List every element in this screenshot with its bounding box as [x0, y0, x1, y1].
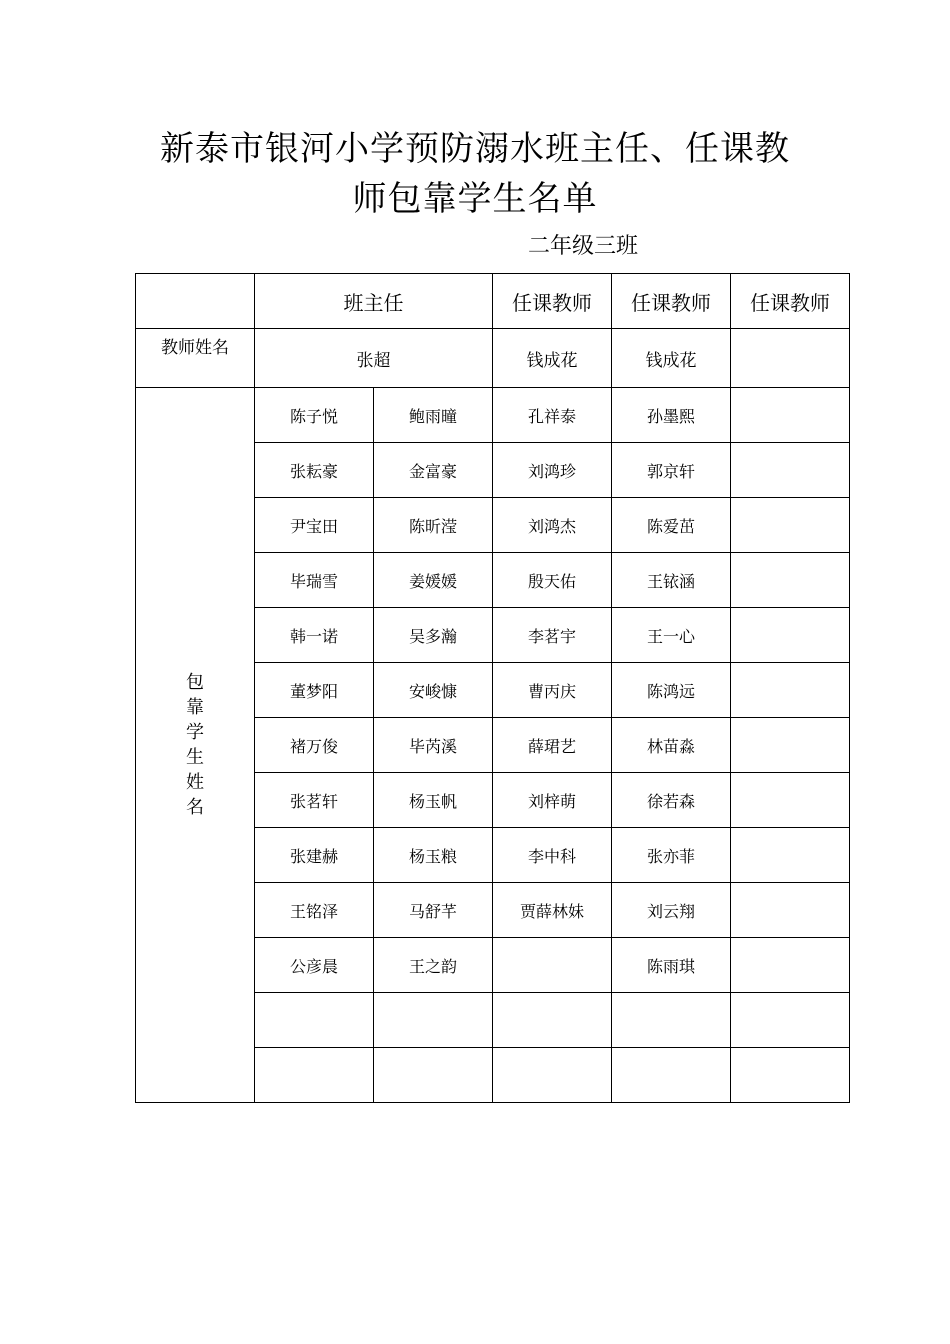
student-name-cell: 毕瑞雪	[255, 553, 374, 608]
student-name-cell: 王铭泽	[255, 883, 374, 938]
student-name-cell	[731, 443, 850, 498]
student-name-cell: 陈昕滢	[374, 498, 493, 553]
student-name-cell: 刘梓萌	[493, 773, 612, 828]
student-name-cell: 林苗淼	[612, 718, 731, 773]
student-name-cell: 姜媛媛	[374, 553, 493, 608]
student-name-cell	[612, 1048, 731, 1103]
student-name-cell	[612, 993, 731, 1048]
subject-teacher-name: 钱成花	[612, 329, 731, 388]
student-name-cell: 徐若森	[612, 773, 731, 828]
students-label: 包靠学生姓名	[186, 672, 204, 818]
student-name-cell: 张耘豪	[255, 443, 374, 498]
student-name-cell: 李中科	[493, 828, 612, 883]
student-name-cell: 张亦菲	[612, 828, 731, 883]
student-name-cell: 刘鸿珍	[493, 443, 612, 498]
student-name-cell	[731, 938, 850, 993]
student-name-cell	[731, 663, 850, 718]
student-name-cell: 吴多瀚	[374, 608, 493, 663]
student-name-cell: 韩一诺	[255, 608, 374, 663]
student-name-cell	[731, 388, 850, 443]
student-name-cell: 马舒芊	[374, 883, 493, 938]
student-name-cell: 曹丙庆	[493, 663, 612, 718]
student-name-cell	[731, 773, 850, 828]
student-name-cell: 薛珺艺	[493, 718, 612, 773]
student-name-cell	[731, 553, 850, 608]
header-subject-teacher: 任课教师	[493, 274, 612, 329]
header-corner-cell	[136, 274, 255, 329]
header-head-teacher: 班主任	[255, 274, 493, 329]
teacher-name-row	[136, 329, 850, 388]
student-name-cell: 鲍雨曈	[374, 388, 493, 443]
student-name-cell: 刘鸿杰	[493, 498, 612, 553]
student-name-cell: 王一心	[612, 608, 731, 663]
student-name-cell: 孙墨熙	[612, 388, 731, 443]
student-name-cell: 王之韵	[374, 938, 493, 993]
student-name-cell: 尹宝田	[255, 498, 374, 553]
table-header-row	[136, 274, 850, 329]
student-name-cell	[493, 1048, 612, 1103]
document-title-line-1: 新泰市银河小学预防溺水班主任、任课教	[160, 129, 790, 169]
student-name-cell: 陈雨琪	[612, 938, 731, 993]
student-name-cell	[374, 1048, 493, 1103]
table-row	[136, 388, 850, 443]
teacher-name-label: 教师姓名	[136, 329, 255, 388]
student-name-cell	[731, 1048, 850, 1103]
student-name-cell: 殷天佑	[493, 553, 612, 608]
student-name-cell: 张茗轩	[255, 773, 374, 828]
student-name-cell	[255, 1048, 374, 1103]
header-subject-teacher: 任课教师	[731, 274, 850, 329]
student-name-cell: 陈爱茁	[612, 498, 731, 553]
student-name-cell: 郭京轩	[612, 443, 731, 498]
student-assignment-table	[135, 273, 850, 1103]
grade-class-label: 二年级三班	[528, 234, 639, 259]
student-name-cell: 王铱涵	[612, 553, 731, 608]
students-label-cell	[136, 388, 255, 1103]
student-name-cell	[493, 993, 612, 1048]
student-name-cell	[731, 883, 850, 938]
student-name-cell: 杨玉粮	[374, 828, 493, 883]
head-teacher-name: 张超	[255, 329, 493, 388]
student-name-cell: 金富豪	[374, 443, 493, 498]
student-name-cell: 李茗宇	[493, 608, 612, 663]
student-name-cell	[731, 498, 850, 553]
student-name-cell	[731, 608, 850, 663]
student-name-cell: 陈子悦	[255, 388, 374, 443]
student-name-cell	[731, 718, 850, 773]
student-name-cell: 毕芮溪	[374, 718, 493, 773]
student-name-cell: 安峻慷	[374, 663, 493, 718]
header-subject-teacher: 任课教师	[612, 274, 731, 329]
student-name-cell: 孔祥泰	[493, 388, 612, 443]
student-name-cell: 董梦阳	[255, 663, 374, 718]
student-name-cell: 褚万俊	[255, 718, 374, 773]
subject-teacher-name	[731, 329, 850, 388]
student-name-cell: 张建赫	[255, 828, 374, 883]
student-name-cell	[374, 993, 493, 1048]
subject-teacher-name: 钱成花	[493, 329, 612, 388]
student-name-cell: 刘云翔	[612, 883, 731, 938]
student-name-cell: 贾薛林妹	[493, 883, 612, 938]
student-name-cell: 陈鸿远	[612, 663, 731, 718]
student-name-cell	[731, 828, 850, 883]
document-title-line-2: 师包靠学生名单	[352, 179, 598, 219]
student-name-cell: 杨玉帆	[374, 773, 493, 828]
student-name-cell	[731, 993, 850, 1048]
student-name-cell	[493, 938, 612, 993]
student-name-cell	[255, 993, 374, 1048]
student-name-cell: 公彦晨	[255, 938, 374, 993]
